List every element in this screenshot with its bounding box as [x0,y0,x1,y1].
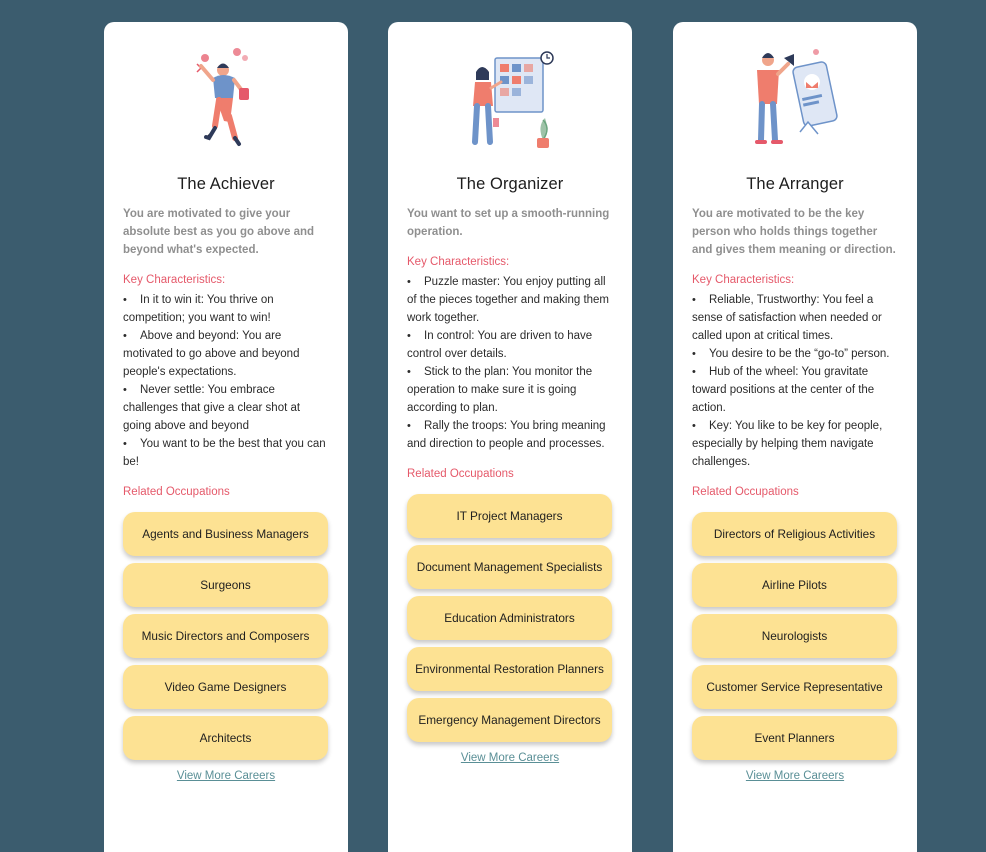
key-characteristics-label: Key Characteristics: [692,274,795,286]
arranger-illustration [740,44,850,156]
characteristic-item: • In it to win it: You thrive on competition; you want to win! [123,291,329,327]
characteristic-item: • Never settle: You embrace challenges that give a clear shot at going above and beyond [123,381,329,435]
occupation-button[interactable]: Music Directors and Composers [123,614,328,658]
personality-card-achiever [104,22,348,852]
card-title: The Organizer [456,175,564,193]
characteristic-item: • Puzzle master: You enjoy putting all of the pieces together and making them work together. [407,273,613,327]
characteristic-item: • Hub of the wheel: You gravitate toward positions at the center of the action. [692,363,898,417]
occupation-button[interactable]: Document Management Specialists [407,545,612,589]
occupations-list [407,494,613,742]
characteristic-item: • Rally the troops: You bring meaning and direction to people and processes. [407,417,613,453]
card-title: The Arranger [746,175,844,193]
characteristics-list [123,291,329,471]
occupation-button[interactable]: Environmental Restoration Planners [407,647,612,691]
occupations-list [123,512,329,760]
achiever-illustration [171,44,281,156]
occupation-button[interactable]: Education Administrators [407,596,612,640]
occupation-button[interactable]: Airline Pilots [692,563,897,607]
view-more-careers-link[interactable]: View More Careers [745,770,845,782]
occupation-button[interactable]: Video Game Designers [123,665,328,709]
occupation-button[interactable]: Event Planners [692,716,897,760]
card-intro: You are motivated to give your absolute best as you go above and beyond what's expected. [123,208,315,256]
occupation-button[interactable]: Architects [123,716,328,760]
organizer-illustration [455,44,565,156]
occupation-button[interactable]: Neurologists [692,614,897,658]
occupation-button[interactable]: Agents and Business Managers [123,512,328,556]
key-characteristics-label: Key Characteristics: [407,256,510,268]
occupations-list [692,512,898,760]
related-occupations-label: Related Occupations [123,486,230,498]
occupation-button[interactable]: Customer Service Representative [692,665,897,709]
occupation-button[interactable]: IT Project Managers [407,494,612,538]
view-more-careers-link[interactable]: View More Careers [176,770,276,782]
characteristic-item: • You want to be the best that you can be! [123,435,329,471]
characteristic-item: • In control: You are driven to have control over details. [407,327,613,363]
characteristic-item: • Key: You like to be key for people, especially by helping them navigate challenges. [692,417,898,471]
personality-card-arranger [673,22,917,852]
characteristic-item: • Reliable, Trustworthy: You feel a sense of satisfaction when needed or called upon at critical times. [692,291,898,345]
characteristic-item: • Stick to the plan: You monitor the operation to make sure it is going according to plan. [407,363,613,417]
key-characteristics-label: Key Characteristics: [123,274,226,286]
personality-card-organizer [388,22,632,852]
characteristic-item: • You desire to be the “go-to” person. [692,345,898,363]
card-intro: You want to set up a smooth-running operation. [407,208,610,238]
view-more-careers-link[interactable]: View More Careers [460,752,560,764]
characteristics-list [407,273,613,453]
related-occupations-label: Related Occupations [407,468,514,480]
card-intro: You are motivated to be the key person who holds things together and gives them meaning or direction. [692,208,896,256]
card-title: The Achiever [177,175,275,193]
occupation-button[interactable]: Surgeons [123,563,328,607]
characteristics-list [692,291,898,471]
occupation-button[interactable]: Directors of Religious Activities [692,512,897,556]
characteristic-item: • Above and beyond: You are motivated to go above and beyond people's expectations. [123,327,329,381]
occupation-button[interactable]: Emergency Management Directors [407,698,612,742]
related-occupations-label: Related Occupations [692,486,799,498]
